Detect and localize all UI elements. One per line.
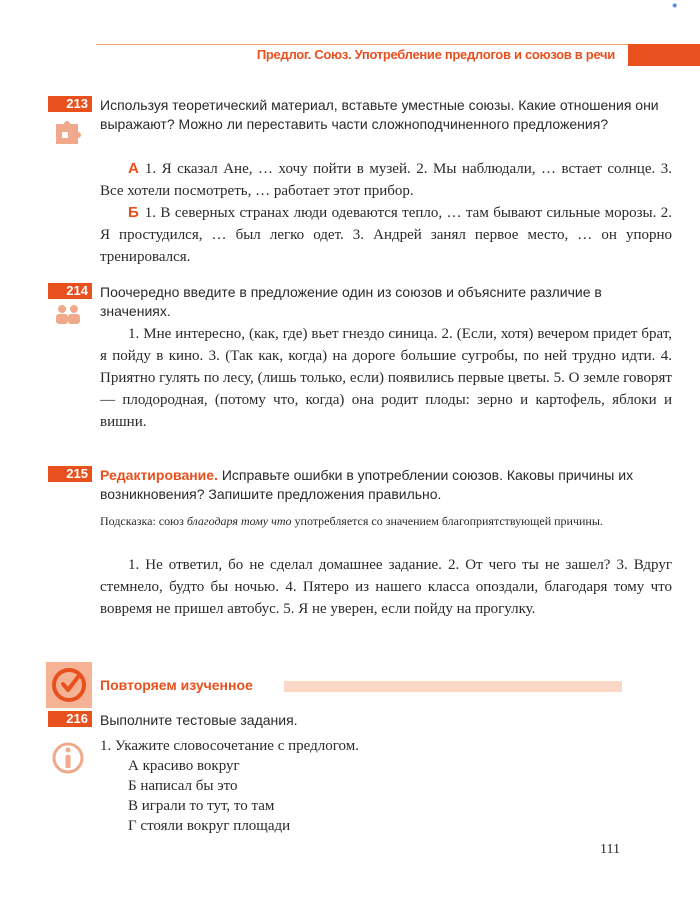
review-title: Повторяем изученное	[100, 677, 253, 693]
section-a-text: 1. Я сказал Ане, … хочу пойти в музей. 2. Мы наблюдали, … встает солнце. 3. Все хотели посмотреть, … работает этот прибор.	[100, 161, 672, 199]
test-question	[100, 736, 620, 836]
exercise-task: Поочередно введите в предложение один из союзов и объясните различие в значениях.	[100, 284, 602, 319]
exercise-number: 215	[48, 466, 92, 482]
question-text: 1. Укажите словосочетание с предлогом.	[100, 738, 359, 754]
exercise-task: Выполните тестовые задания.	[100, 712, 298, 728]
section-a	[100, 158, 672, 202]
task-title: Редактирование.	[100, 467, 218, 483]
hint-lead: Подсказка: союз	[100, 514, 184, 528]
header-accent-block	[628, 44, 700, 66]
puzzle-icon	[52, 118, 84, 146]
exercise-text: 1. Мне интересно, (как, где) вьет гнездо синица. 2. (Если, хотя) вечером придет брат, я пойду в кино. 3. (Так как, когда) на дороге большие сугробы, по ней трудно идти. 4. Приятно гулять по лесу, (лишь только, если) появились первые цветы. 5. О земле говорят — плодородная, (потому что, когда) она родит плоды: зерно и картофель, яблоки и вишни.	[100, 326, 672, 430]
task-text: Исправьте ошибки в употреблении союзов. Каковы причины их возникновения? Запишите предложения правильно.	[100, 467, 634, 502]
exercise-number: 216	[48, 711, 92, 727]
page-header-title: Предлог. Союз. Употребление предлогов и союзов в речи	[256, 47, 615, 62]
exercise-task: Используя теоретический материал, вставьте уместные союзы. Какие отношения они выражают? Можно ли переставить части сложноподчиненного предложения?	[100, 97, 659, 132]
answer-option-b: Б написал бы это	[128, 778, 238, 794]
exercise-text: 1. Не ответил, бо не сделал домашнее задание. 2. От чего ты не зашел? 3. Вдруг стемнело, будто бы ночью. 4. Пятеро из нашего класса опоздали, благодаря тому что вовремя не пришел автобус. 5. Я не уверен, если пойду на прогулку.	[100, 557, 672, 617]
exercise-number: 214	[48, 283, 92, 299]
exercise-number: 213	[48, 96, 92, 112]
answer-option-a: А красиво вокруг	[128, 758, 240, 774]
answer-option-c: В играли то тут, то там	[128, 798, 275, 814]
page-number: 111	[600, 842, 620, 857]
section-label-b: Б	[128, 204, 139, 221]
exercise-task	[100, 466, 672, 504]
review-stripe	[284, 681, 622, 692]
hint	[100, 512, 672, 531]
answer-option-d: Г стояли вокруг площади	[128, 818, 291, 834]
hint-rest: употребляется со значением благоприятствующей причины.	[294, 514, 603, 528]
review-section-icon	[46, 662, 92, 708]
hint-italic: благодаря тому что	[186, 514, 292, 528]
publisher-logo-icon: ◉	[672, 2, 678, 9]
info-icon	[52, 741, 84, 777]
section-b-text: 1. В северных странах люди одеваются тепло, … там бывают сильные морозы. 2. Я простудился, … был легко одет. 3. Андрей занял первое место, … он упорно тренировался.	[100, 205, 672, 265]
pair-work-icon	[52, 303, 84, 331]
section-b	[100, 202, 672, 268]
section-label-a: А	[128, 160, 139, 177]
